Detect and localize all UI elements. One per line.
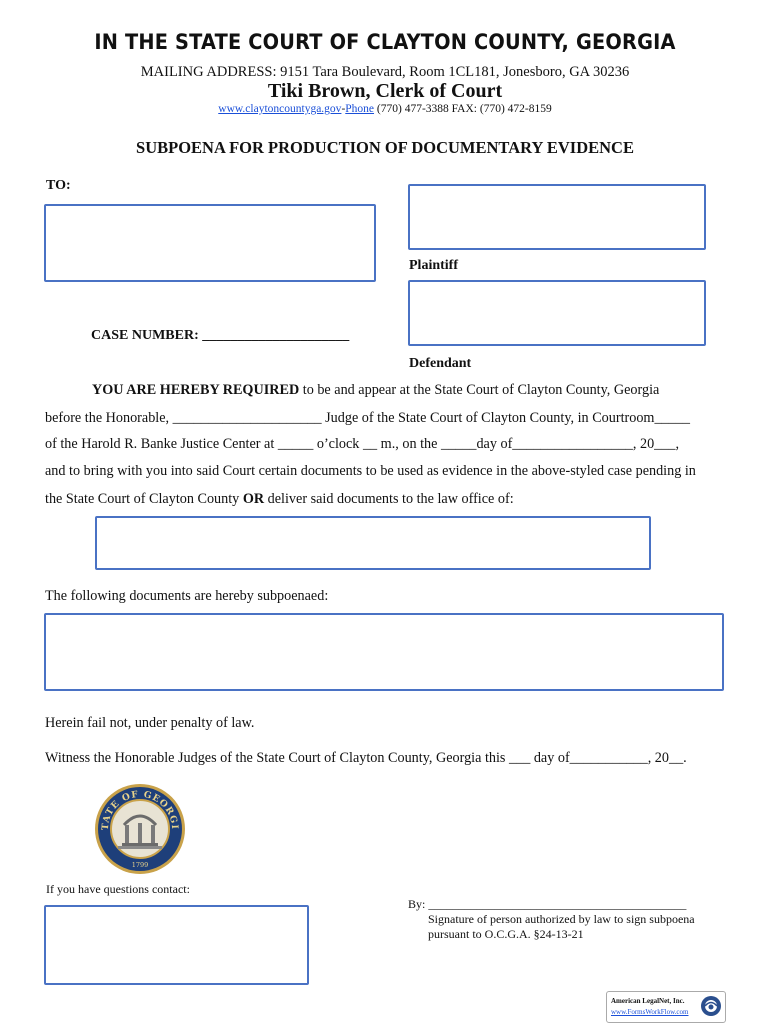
seal-top-text: TATE OF GEORGI: [100, 789, 180, 831]
plaintiff-field[interactable]: [408, 184, 706, 250]
case-number-label: CASE NUMBER: _____________________: [91, 328, 350, 343]
signature-by-line: By: ___________________________________________: [408, 897, 687, 911]
body-line-1-rest: to be and appear at the State Court of Clayton County, Georgia: [299, 382, 660, 398]
documents-label: The following documents are hereby subpoenaed:: [45, 588, 329, 604]
body-line-3: of the Harold R. Banke Justice Center at _____ o’clock __ m., on the _____day of_________________, 20___,: [45, 436, 679, 452]
footer-site-link[interactable]: www.FormsWorkFlow.com: [611, 1008, 689, 1016]
body-line-2: before the Honorable, _____________________ Judge of the State Court of Clayton County, in Courtroom_____: [45, 410, 690, 426]
website-link[interactable]: www.claytoncountyga.gov: [218, 103, 342, 115]
court-title: IN THE STATE COURT OF CLAYTON COUNTY, GEORGIA: [94, 30, 676, 54]
body-line-5-b: deliver said documents to the law office of:: [264, 491, 514, 507]
hereby-required-text: YOU ARE HEREBY REQUIRED: [92, 382, 300, 398]
body-line-4: and to bring with you into said Court certain documents to be used as evidence in the above-styled case pending in: [45, 463, 696, 479]
mailing-address: MAILING ADDRESS: 9151 Tara Boulevard, Room 1CL181, Jonesboro, GA 30236: [140, 64, 630, 80]
signature-caption-2: pursuant to O.C.G.A. §24-13-21: [428, 927, 584, 941]
phone-fax-text: (770) 477-3388 FAX: (770) 472-8159: [374, 103, 552, 115]
recipient-field[interactable]: [44, 204, 376, 282]
seal-year: 1799: [131, 861, 149, 869]
herein-text: Herein fail not, under penalty of law.: [45, 715, 255, 731]
contact-line: [0, 103, 770, 115]
footer-badge: [606, 991, 726, 1023]
defendant-field[interactable]: [408, 280, 706, 346]
phone-link[interactable]: Phone: [345, 103, 375, 115]
body-line-5-a: the State Court of Clayton County: [45, 491, 243, 507]
law-office-field[interactable]: [95, 516, 651, 570]
contact-label: If you have questions contact:: [46, 882, 190, 896]
defendant-label: Defendant: [409, 356, 472, 371]
body-line-1: [92, 382, 659, 399]
footer-company: American LegalNet, Inc.: [611, 997, 685, 1005]
documents-field[interactable]: [44, 613, 724, 691]
contact-separator: -: [341, 103, 346, 115]
globe-logo-icon: [700, 995, 722, 1017]
witness-text: Witness the Honorable Judges of the State Court of Clayton County, Georgia this ___ day of___________, 20__.: [45, 750, 687, 766]
signature-caption-1: Signature of person authorized by law to sign subpoena: [428, 912, 695, 926]
plaintiff-label: Plaintiff: [409, 258, 458, 273]
to-label: TO:: [46, 178, 71, 193]
georgia-seal-icon: [94, 783, 186, 875]
body-line-5: [45, 491, 514, 508]
clerk-name: Tiki Brown, Clerk of Court: [267, 80, 503, 102]
form-title: SUBPOENA FOR PRODUCTION OF DOCUMENTARY EVIDENCE: [136, 138, 634, 157]
contact-field[interactable]: [44, 905, 309, 985]
or-text: OR: [242, 491, 265, 507]
